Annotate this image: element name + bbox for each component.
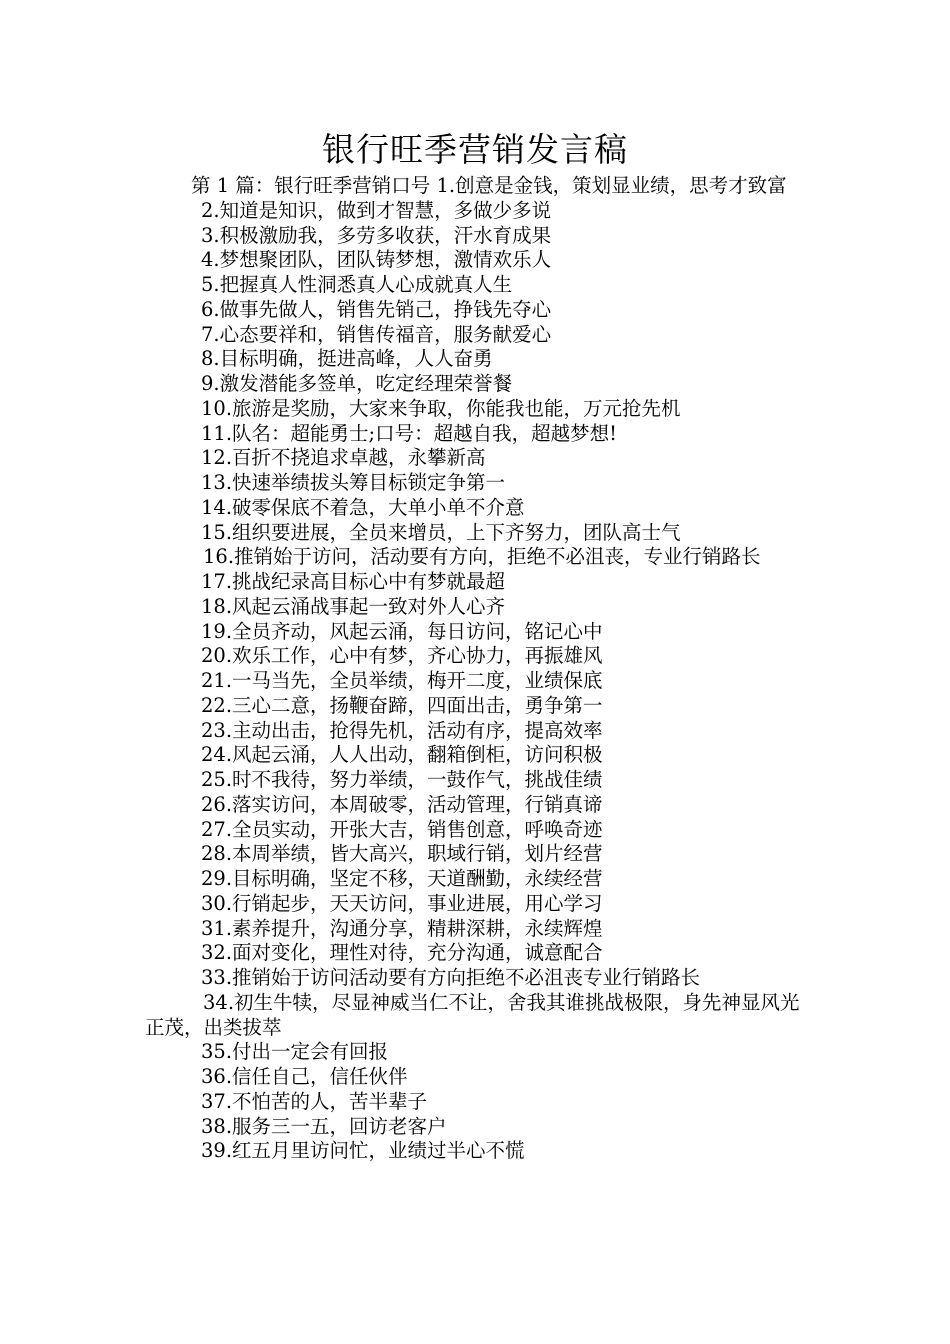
slogan-item: 30.行销起步，天天访问，事业进展，用心学习 <box>201 891 603 915</box>
slogan-item: 5.把握真人性洞悉真人心成就真人生 <box>201 273 513 296</box>
slogan-item: 27.全员实动，开张大吉，销售创意，呼唤奇迹 <box>201 817 603 841</box>
slogan-item: 21.一马当先，全员举绩，梅开二度，业绩保底 <box>201 669 603 692</box>
slogan-item: 17.挑战纪录高目标心中有梦就最超 <box>201 570 506 593</box>
slogan-item: 31.素养提升，沟通分享，精耕深耕，永续辉煌 <box>201 916 603 940</box>
document-title: 银行旺季营销发言稿 <box>322 130 628 169</box>
slogan-item: 38.服务三一五，回访老客户 <box>201 1114 447 1138</box>
slogan-item: 19.全员齐动，风起云涌，每日访问，铭记心中 <box>201 619 603 643</box>
slogan-item: 33.推销始于访问活动要有方向拒绝不必沮丧专业行销路长 <box>201 966 701 989</box>
slogan-item: 12.百折不挠追求卓越，永攀新高 <box>201 446 486 470</box>
slogan-item: 8.目标明确，挺进高峰，人人奋勇 <box>201 347 493 371</box>
intro-paragraph: 第 1 篇：银行旺季营销口号 1.创意是金钱，策划显业绩，思考才致富 <box>191 174 787 197</box>
slogan-item: 24.风起云涌，人人出动，翻箱倒柜，访问积极 <box>201 743 603 767</box>
slogan-item: 36.信任自己，信任伙伴 <box>201 1065 408 1088</box>
slogan-item: 11.队名：超能勇士;口号：超越自我，超越梦想! <box>201 421 617 445</box>
slogan-list <box>145 199 810 1164</box>
slogan-item: 35.付出一定会有回报 <box>201 1040 389 1064</box>
slogan-item: 23.主动出击，抢得先机，活动有序，提高效率 <box>201 718 603 742</box>
slogan-item: 6.做事先做人，销售先销己，挣钱先夺心 <box>201 297 552 321</box>
slogan-item: 29.目标明确，坚定不移，天道酬勤，永续经营 <box>201 867 603 890</box>
slogan-item: 39.红五月里访问忙，业绩过半心不慌 <box>201 1139 525 1163</box>
slogan-item: 10.旅游是奖励，大家来争取，你能我也能，万元抢先机 <box>201 396 681 420</box>
slogan-item: 26.落实访问，本周破零，活动管理，行销真谛 <box>201 792 603 816</box>
slogan-item: 16.推销始于访问，活动要有方向，拒绝不必沮丧，专业行销路长 <box>203 545 761 569</box>
slogan-item: 3.积极激励我，多劳多收获，汗水育成果 <box>201 223 552 247</box>
slogan-item: 4.梦想聚团队，团队铸梦想，激情欢乐人 <box>201 248 552 272</box>
slogan-item: 32.面对变化，理性对待，充分沟通，诚意配合 <box>201 941 603 965</box>
slogan-item: 7.心态要祥和，销售传福音，服务献爱心 <box>201 322 552 346</box>
slogan-item: 9.激发潜能多签单，吃定经理荣誉餐 <box>201 372 513 395</box>
slogan-item: 28.本周举绩，皆大高兴，职域行销，划片经营 <box>201 842 603 866</box>
slogan-item: 13.快速举绩拔头筹目标锁定争第一 <box>201 471 506 494</box>
slogan-item: 20.欢乐工作，心中有梦，齐心协力，再振雄风 <box>201 644 603 668</box>
slogan-item: 22.三心二意，扬鞭奋蹄，四面出击，勇争第一 <box>201 693 603 717</box>
slogan-item: 34.初生牛犊，尽显神威当仁不让，舍我其谁挑战极限，身先神显风光正茂，出类拔萃 <box>145 990 800 1039</box>
slogan-item: 15.组织要进展，全员来增员，上下齐努力，团队高士气 <box>201 520 681 544</box>
slogan-item: 2.知道是知识，做到才智慧，多做少多说 <box>201 198 552 222</box>
slogan-item: 18.风起云涌战事起一致对外人心齐 <box>201 594 506 618</box>
document-body <box>145 174 810 1164</box>
slogan-item: 14.破零保底不着急，大单小单不介意 <box>201 495 525 519</box>
slogan-item: 25.时不我待，努力举绩，一鼓作气，挑战佳绩 <box>201 768 603 791</box>
slogan-item: 37.不怕苦的人，苦半辈子 <box>201 1089 428 1113</box>
